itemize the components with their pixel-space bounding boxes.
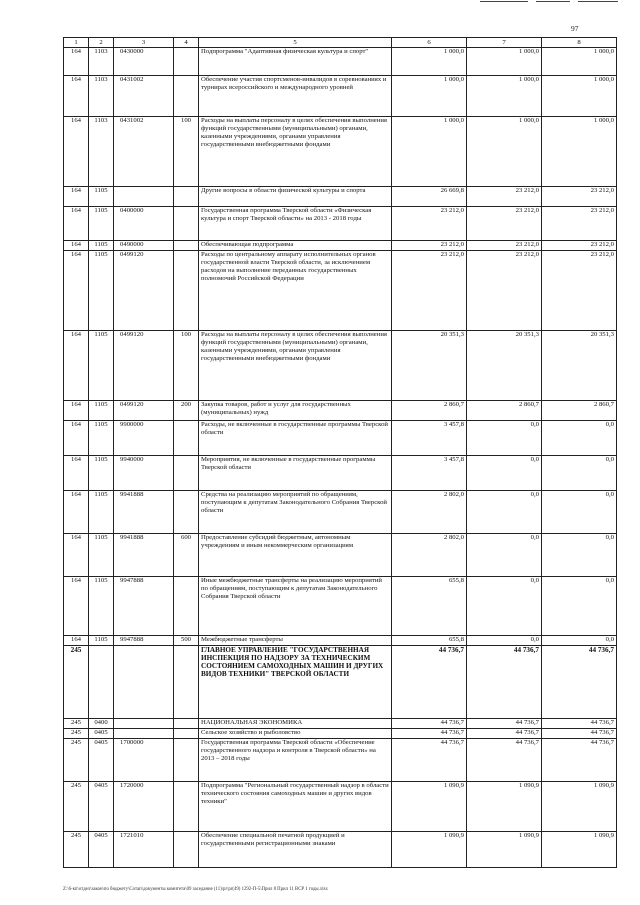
target-article-code: 0430000 bbox=[114, 48, 174, 76]
amount-col7: 1 000,0 bbox=[467, 117, 542, 187]
target-article-code: 0431002 bbox=[114, 117, 174, 187]
amount-col6: 1 000,0 bbox=[392, 117, 467, 187]
amount-col7: 44 736,7 bbox=[467, 729, 542, 739]
amount-col7: 1 000,0 bbox=[467, 76, 542, 117]
amount-col6: 26 669,8 bbox=[392, 187, 467, 207]
table-row bbox=[64, 577, 617, 636]
amount-col6: 2 802,0 bbox=[392, 534, 467, 577]
expense-type-code bbox=[174, 76, 199, 117]
table-row bbox=[64, 456, 617, 491]
expense-type-code bbox=[174, 421, 199, 456]
grbs-code: 245 bbox=[64, 646, 89, 719]
target-article-code: 9947888 bbox=[114, 636, 174, 646]
item-name: Обеспечение участия спортсменов-инвалидов в соревнованиях и турнирах всероссийского и международного уровней bbox=[199, 76, 392, 117]
target-article-code: 1720000 bbox=[114, 782, 174, 832]
item-name: Расходы по центральному аппарату исполнительных органов государственной власти Тверской области, за исключением расходов на выполнение переданных государственных полномочий Российской Федерации bbox=[199, 251, 392, 331]
target-article-code: 9940000 bbox=[114, 456, 174, 491]
expense-type-code bbox=[174, 456, 199, 491]
expense-type-code: 600 bbox=[174, 534, 199, 577]
expense-type-code bbox=[174, 491, 199, 534]
section-code: 1105 bbox=[89, 251, 114, 331]
section-code: 1105 bbox=[89, 491, 114, 534]
grbs-code: 164 bbox=[64, 207, 89, 241]
target-article-code: 9941888 bbox=[114, 534, 174, 577]
grbs-code: 164 bbox=[64, 401, 89, 421]
section-code: 1105 bbox=[89, 636, 114, 646]
target-article-code: 9900000 bbox=[114, 421, 174, 456]
section-code: 1103 bbox=[89, 76, 114, 117]
table-row bbox=[64, 421, 617, 456]
table-row bbox=[64, 241, 617, 251]
amount-col8: 1 090,9 bbox=[542, 832, 617, 868]
table-row bbox=[64, 76, 617, 117]
amount-col8: 44 736,7 bbox=[542, 739, 617, 782]
amount-col7: 44 736,7 bbox=[467, 719, 542, 729]
expense-type-code bbox=[174, 729, 199, 739]
amount-col8: 1 000,0 bbox=[542, 48, 617, 76]
table-row bbox=[64, 739, 617, 782]
amount-col7: 44 736,7 bbox=[467, 646, 542, 719]
amount-col7: 1 000,0 bbox=[467, 48, 542, 76]
amount-col6: 1 090,9 bbox=[392, 832, 467, 868]
amount-col7: 2 860,7 bbox=[467, 401, 542, 421]
section-code: 1105 bbox=[89, 331, 114, 401]
header-cell: 4 bbox=[174, 38, 199, 48]
amount-col7: 20 351,3 bbox=[467, 331, 542, 401]
amount-col6: 3 457,8 bbox=[392, 456, 467, 491]
amount-col8: 1 000,0 bbox=[542, 117, 617, 187]
target-article-code: 9947888 bbox=[114, 577, 174, 636]
section-code: 0405 bbox=[89, 782, 114, 832]
item-name: Государственная программа Тверской области «Физическая культура и спорт Тверской области» на 2013 - 2018 годы bbox=[199, 207, 392, 241]
amount-col7: 0,0 bbox=[467, 491, 542, 534]
section-code: 1105 bbox=[89, 187, 114, 207]
grbs-code: 164 bbox=[64, 241, 89, 251]
grbs-code: 164 bbox=[64, 421, 89, 456]
section-code: 1105 bbox=[89, 401, 114, 421]
header-cell: 1 bbox=[64, 38, 89, 48]
item-name: Обеспечивающая подпрограмма bbox=[199, 241, 392, 251]
target-article-code: 0499120 bbox=[114, 251, 174, 331]
amount-col6: 23 212,0 bbox=[392, 207, 467, 241]
amount-col8: 44 736,7 bbox=[542, 729, 617, 739]
table-row bbox=[64, 719, 617, 729]
target-article-code: 0400000 bbox=[114, 207, 174, 241]
amount-col7: 0,0 bbox=[467, 577, 542, 636]
amount-col6: 1 000,0 bbox=[392, 76, 467, 117]
amount-col8: 44 736,7 bbox=[542, 719, 617, 729]
amount-col7: 23 212,0 bbox=[467, 251, 542, 331]
amount-col7: 23 212,0 bbox=[467, 207, 542, 241]
grbs-code: 164 bbox=[64, 48, 89, 76]
amount-col8: 23 212,0 bbox=[542, 207, 617, 241]
table-row bbox=[64, 729, 617, 739]
header-cell: 7 bbox=[467, 38, 542, 48]
item-name: НАЦИОНАЛЬНАЯ ЭКОНОМИКА bbox=[199, 719, 392, 729]
item-name: Сельское хозяйство и рыболовство bbox=[199, 729, 392, 739]
table-row bbox=[64, 534, 617, 577]
item-name: Расходы на выплаты персоналу в целях обеспечения выполнения функций государственными (муниципальными) органами, казенными учреждениями, органами управления государственными внебюджетными фондами bbox=[199, 117, 392, 187]
amount-col6: 655,8 bbox=[392, 577, 467, 636]
amount-col6: 44 736,7 bbox=[392, 739, 467, 782]
amount-col6: 44 736,7 bbox=[392, 646, 467, 719]
grbs-code: 164 bbox=[64, 491, 89, 534]
table-row bbox=[64, 491, 617, 534]
item-name: ГЛАВНОЕ УПРАВЛЕНИЕ "ГОСУДАРСТВЕННАЯ ИНСПЕКЦИЯ ПО НАДЗОРУ ЗА ТЕХНИЧЕСКИМ СОСТОЯНИЕМ САМОХОДНЫХ МАШИН И ДРУГИХ ВИДОВ ТЕХНИКИ" ТВЕРСКОЙ ОБЛАСТИ bbox=[199, 646, 392, 719]
expense-type-code: 200 bbox=[174, 401, 199, 421]
target-article-code bbox=[114, 187, 174, 207]
item-name: Расходы, не включенные в государственные программы Тверской области bbox=[199, 421, 392, 456]
grbs-code: 245 bbox=[64, 729, 89, 739]
grbs-code: 164 bbox=[64, 534, 89, 577]
header-cell: 8 bbox=[542, 38, 617, 48]
section-code: 1105 bbox=[89, 534, 114, 577]
item-name: Мероприятия, не включенные в государственные программы Тверской области bbox=[199, 456, 392, 491]
amount-col8: 23 212,0 bbox=[542, 251, 617, 331]
item-name: Межбюджетные трансферты bbox=[199, 636, 392, 646]
item-name: Иные межбюджетные трансферты на реализацию мероприятий по обращениям, поступающим к депутатам Законодательного Собрания Тверской области bbox=[199, 577, 392, 636]
target-article-code: 0499120 bbox=[114, 331, 174, 401]
scan-marks bbox=[470, 0, 630, 4]
amount-col7: 0,0 bbox=[467, 636, 542, 646]
budget-table bbox=[63, 37, 617, 868]
section-code: 0400 bbox=[89, 719, 114, 729]
table-row bbox=[64, 782, 617, 832]
amount-col6: 20 351,3 bbox=[392, 331, 467, 401]
table-row bbox=[64, 117, 617, 187]
amount-col8: 1 000,0 bbox=[542, 76, 617, 117]
amount-col8: 0,0 bbox=[542, 577, 617, 636]
grbs-code: 245 bbox=[64, 832, 89, 868]
amount-col8: 20 351,3 bbox=[542, 331, 617, 401]
section-code: 0405 bbox=[89, 832, 114, 868]
expense-type-code: 500 bbox=[174, 636, 199, 646]
header-cell: 3 bbox=[114, 38, 174, 48]
amount-col6: 23 212,0 bbox=[392, 251, 467, 331]
section-code: 1103 bbox=[89, 48, 114, 76]
amount-col8: 1 090,9 bbox=[542, 782, 617, 832]
item-name: Другие вопросы в области физической культуры и спорта bbox=[199, 187, 392, 207]
expense-type-code bbox=[174, 48, 199, 76]
target-article-code: 9941888 bbox=[114, 491, 174, 534]
header-cell: 6 bbox=[392, 38, 467, 48]
amount-col6: 2 802,0 bbox=[392, 491, 467, 534]
section-code: 1105 bbox=[89, 577, 114, 636]
page-number: 97 bbox=[571, 24, 579, 33]
grbs-code: 164 bbox=[64, 577, 89, 636]
expense-type-code bbox=[174, 739, 199, 782]
table-row bbox=[64, 48, 617, 76]
item-name: Средства на реализацию мероприятий по обращениям, поступающим к депутатам Законодательного Собрания Тверской области bbox=[199, 491, 392, 534]
amount-col7: 0,0 bbox=[467, 421, 542, 456]
amount-col8: 0,0 bbox=[542, 456, 617, 491]
table-row bbox=[64, 646, 617, 719]
section-code: 1105 bbox=[89, 456, 114, 491]
item-name: Подпрограмма "Региональный государственный надзор в области технического состояния самоходных машин и других видов техники" bbox=[199, 782, 392, 832]
section-code: 1103 bbox=[89, 117, 114, 187]
amount-col6: 3 457,8 bbox=[392, 421, 467, 456]
header-cell: 2 bbox=[89, 38, 114, 48]
expense-type-code bbox=[174, 577, 199, 636]
expense-type-code bbox=[174, 251, 199, 331]
amount-col7: 23 212,0 bbox=[467, 241, 542, 251]
amount-col8: 0,0 bbox=[542, 491, 617, 534]
section-code: 1105 bbox=[89, 241, 114, 251]
grbs-code: 164 bbox=[64, 456, 89, 491]
amount-col8: 0,0 bbox=[542, 534, 617, 577]
grbs-code: 245 bbox=[64, 782, 89, 832]
amount-col6: 23 212,0 bbox=[392, 241, 467, 251]
expense-type-code bbox=[174, 832, 199, 868]
grbs-code: 164 bbox=[64, 251, 89, 331]
amount-col6: 44 736,7 bbox=[392, 719, 467, 729]
item-name: Предоставление субсидий бюджетным, автономным учреждениям и иным некоммерческим организациям bbox=[199, 534, 392, 577]
amount-col8: 0,0 bbox=[542, 421, 617, 456]
target-article-code: 1721010 bbox=[114, 832, 174, 868]
amount-col8: 44 736,7 bbox=[542, 646, 617, 719]
target-article-code: 0490000 bbox=[114, 241, 174, 251]
header-row bbox=[64, 38, 617, 48]
amount-col8: 2 860,7 bbox=[542, 401, 617, 421]
section-code: 1105 bbox=[89, 421, 114, 456]
grbs-code: 245 bbox=[64, 739, 89, 782]
target-article-code: 1700000 bbox=[114, 739, 174, 782]
amount-col6: 1 000,0 bbox=[392, 48, 467, 76]
amount-col6: 655,8 bbox=[392, 636, 467, 646]
table-row bbox=[64, 251, 617, 331]
item-name: Расходы на выплаты персоналу в целях обеспечения выполнения функций государственными (муниципальными) органами, казенными учреждениями, органами управления государственными внебюджетными фондами bbox=[199, 331, 392, 401]
amount-col6: 44 736,7 bbox=[392, 729, 467, 739]
expense-type-code bbox=[174, 782, 199, 832]
grbs-code: 164 bbox=[64, 636, 89, 646]
amount-col8: 23 212,0 bbox=[542, 187, 617, 207]
grbs-code: 164 bbox=[64, 76, 89, 117]
expense-type-code: 100 bbox=[174, 117, 199, 187]
expense-type-code bbox=[174, 207, 199, 241]
table-row bbox=[64, 187, 617, 207]
target-article-code bbox=[114, 719, 174, 729]
amount-col7: 44 736,7 bbox=[467, 739, 542, 782]
table-row bbox=[64, 207, 617, 241]
grbs-code: 164 bbox=[64, 331, 89, 401]
target-article-code bbox=[114, 729, 174, 739]
amount-col7: 23 212,0 bbox=[467, 187, 542, 207]
target-article-code bbox=[114, 646, 174, 719]
expense-type-code bbox=[174, 646, 199, 719]
section-code: 1105 bbox=[89, 207, 114, 241]
header-cell: 5 bbox=[199, 38, 392, 48]
amount-col7: 1 090,9 bbox=[467, 832, 542, 868]
expense-type-code bbox=[174, 719, 199, 729]
amount-col7: 1 090,9 bbox=[467, 782, 542, 832]
section-code: 0405 bbox=[89, 739, 114, 782]
expense-type-code bbox=[174, 241, 199, 251]
item-name: Подпрограмма "Адаптивная физическая культура и спорт" bbox=[199, 48, 392, 76]
section-code bbox=[89, 646, 114, 719]
file-path-footer: Z:\6-кп\отдел\закон\по бюджету\Сотап\документы комитета\09 заседание (11)\pr\pr(49) 1292-П-5\Прил 8 Прил 11 ВСР 1 годы.xlsx bbox=[63, 887, 328, 892]
table-row bbox=[64, 331, 617, 401]
expense-type-code bbox=[174, 187, 199, 207]
target-article-code: 0431002 bbox=[114, 76, 174, 117]
table-row bbox=[64, 401, 617, 421]
amount-col8: 23 212,0 bbox=[542, 241, 617, 251]
target-article-code: 0499120 bbox=[114, 401, 174, 421]
amount-col6: 1 090,9 bbox=[392, 782, 467, 832]
item-name: Обеспечение специальной печатной продукцией и государственными регистрационными знаками bbox=[199, 832, 392, 868]
grbs-code: 164 bbox=[64, 187, 89, 207]
amount-col6: 2 860,7 bbox=[392, 401, 467, 421]
item-name: Закупка товаров, работ и услуг для государственных (муниципальных) нужд bbox=[199, 401, 392, 421]
amount-col8: 0,0 bbox=[542, 636, 617, 646]
grbs-code: 164 bbox=[64, 117, 89, 187]
amount-col7: 0,0 bbox=[467, 534, 542, 577]
grbs-code: 245 bbox=[64, 719, 89, 729]
section-code: 0405 bbox=[89, 729, 114, 739]
table-row bbox=[64, 832, 617, 868]
item-name: Государственная программа Тверской области «Обеспечение государственного надзора и контроля в Тверской области» на 2013 – 2018 годы bbox=[199, 739, 392, 782]
expense-type-code: 100 bbox=[174, 331, 199, 401]
table-row bbox=[64, 636, 617, 646]
amount-col7: 0,0 bbox=[467, 456, 542, 491]
